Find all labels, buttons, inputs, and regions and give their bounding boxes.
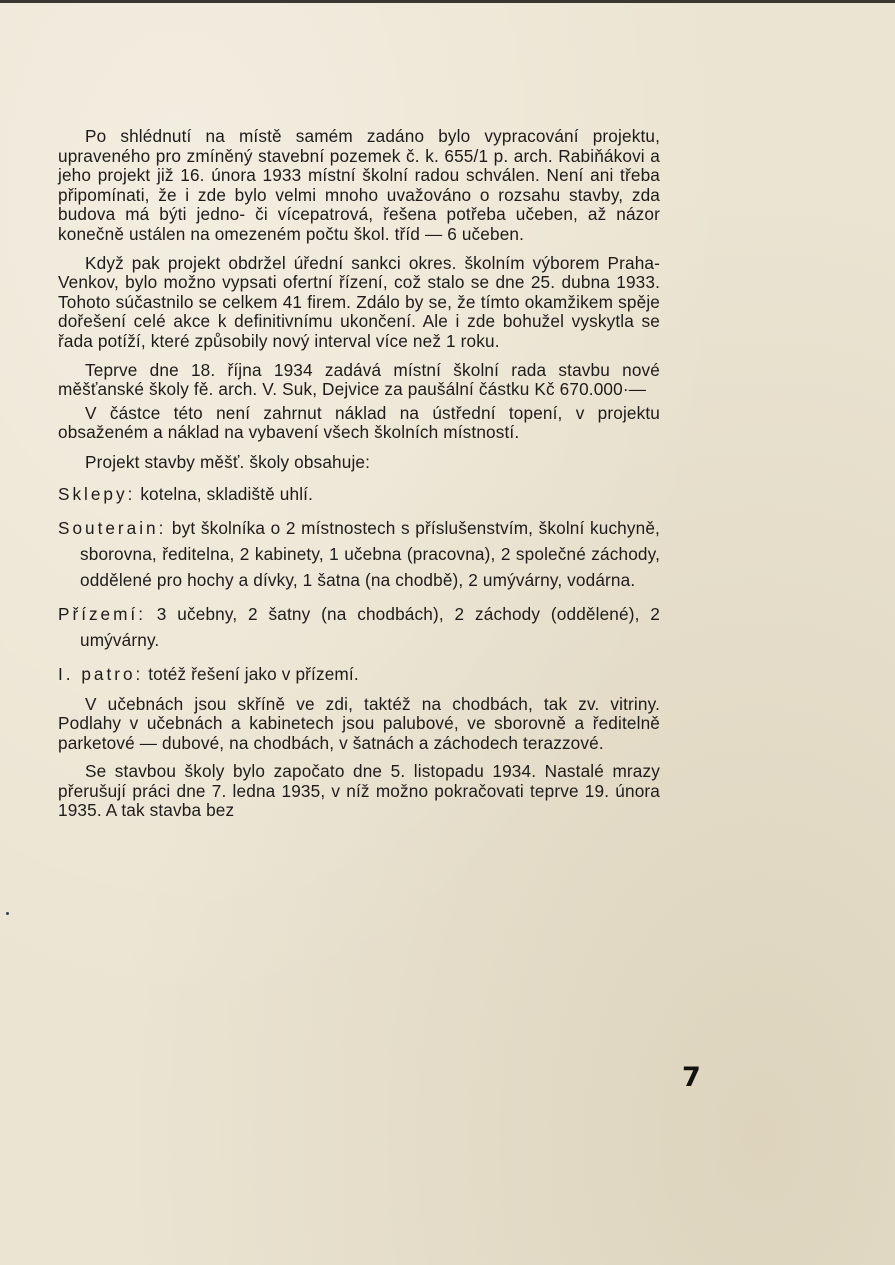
- paragraph-furnishings: V učebnách jsou skříně ve zdi, taktéž na chodbách, tak zv. vitriny. Podlahy v učebnách a kabinetech jsou palubové, ve sborovně a ředitelně parketové — dubové, na chodbách, v šatnách a záchodech terazzové.: [58, 693, 660, 753]
- entry-first-floor: [58, 661, 660, 687]
- entry-text: kotelna, skladiště uhlí.: [140, 483, 314, 504]
- entry-term: Sklepy:: [58, 483, 136, 504]
- paragraph-construction-start: Se stavbou školy bylo započato dne 5. listopadu 1934. Nastalé mrazy přerušují práci dne 7. ledna 1935, v níž možno pokračovati teprve 19. února 1935. A tak stavba bez: [58, 761, 660, 821]
- paragraph-contract: Teprve dne 18. října 1934 zadává místní školní rada stavbu nové měšťanské školy fě. arch. V. Suk, Dejvice za paušální částku Kč 670.000·—: [58, 359, 660, 400]
- entry-text: byt školníka o 2 místnostech s příslušenstvím, školní kuchyně, sborovna, ředitelna, 2 kabinety, 1 učebna (pracovna), 2 společné záchody, oddělené pro hochy a dívky, 1 šatna (na chodbě), 2 umývárny, vodárna.: [80, 517, 660, 590]
- margin-dot: [6, 912, 9, 915]
- paragraph-tender: Když pak projekt obdržel úřední sankci okres. školním výborem Praha-Venkov, bylo možno vypsati ofertní řízení, což stalo se dne 25. dubna 1933. Tohoto súčastnilo se celkem 41 firem. Zdálo by se, že tímto okamžikem spěje dořešení celé akce k definitivnímu ukončení. Ale i zde bohužel vyskytla se řada potíží, které způsobily nový interval více než 1 roku.: [58, 252, 660, 351]
- body-text: [58, 127, 660, 830]
- entry-term: I. patro:: [58, 663, 144, 684]
- entry-term: Souterain:: [58, 517, 167, 538]
- page-number: 7: [682, 1062, 701, 1093]
- entry-text: totéž řešení jako v přízemí.: [148, 663, 359, 684]
- entry-cellars: [58, 481, 660, 507]
- building-contents-heading: Projekt stavby měšť. školy obsahuje:: [85, 451, 371, 472]
- entry-ground-floor: [58, 601, 660, 653]
- paragraph-excluded-costs: V částce této není zahrnut náklad na ústřední topení, v projektu obsaženém a náklad na vybavení všech školních místností.: [58, 402, 660, 443]
- entry-souterrain: [58, 515, 660, 593]
- entry-text: 3 učebny, 2 šatny (na chodbách), 2 záchody (oddělené), 2 umývárny.: [80, 603, 660, 650]
- scan-top-edge: [0, 0, 895, 3]
- entry-term: Přízemí:: [58, 603, 146, 624]
- paragraph-project-approval: Po shlédnutí na místě samém zadáno bylo vypracování projektu, upraveného pro zmíněný stavební pozemek č. k. 655/1 p. arch. Rabiňákovi a jeho projekt již 16. února 1933 místní školní radou schválen. Není ani třeba připomínati, že i zde bylo velmi mnoho uvažováno o rozsahu stavby, zda budova má býti jedno- či vícepatrová, řešena potřeba učeben, až názor konečně ustálen na omezeném počtu škol. tříd — 6 učeben.: [58, 126, 660, 244]
